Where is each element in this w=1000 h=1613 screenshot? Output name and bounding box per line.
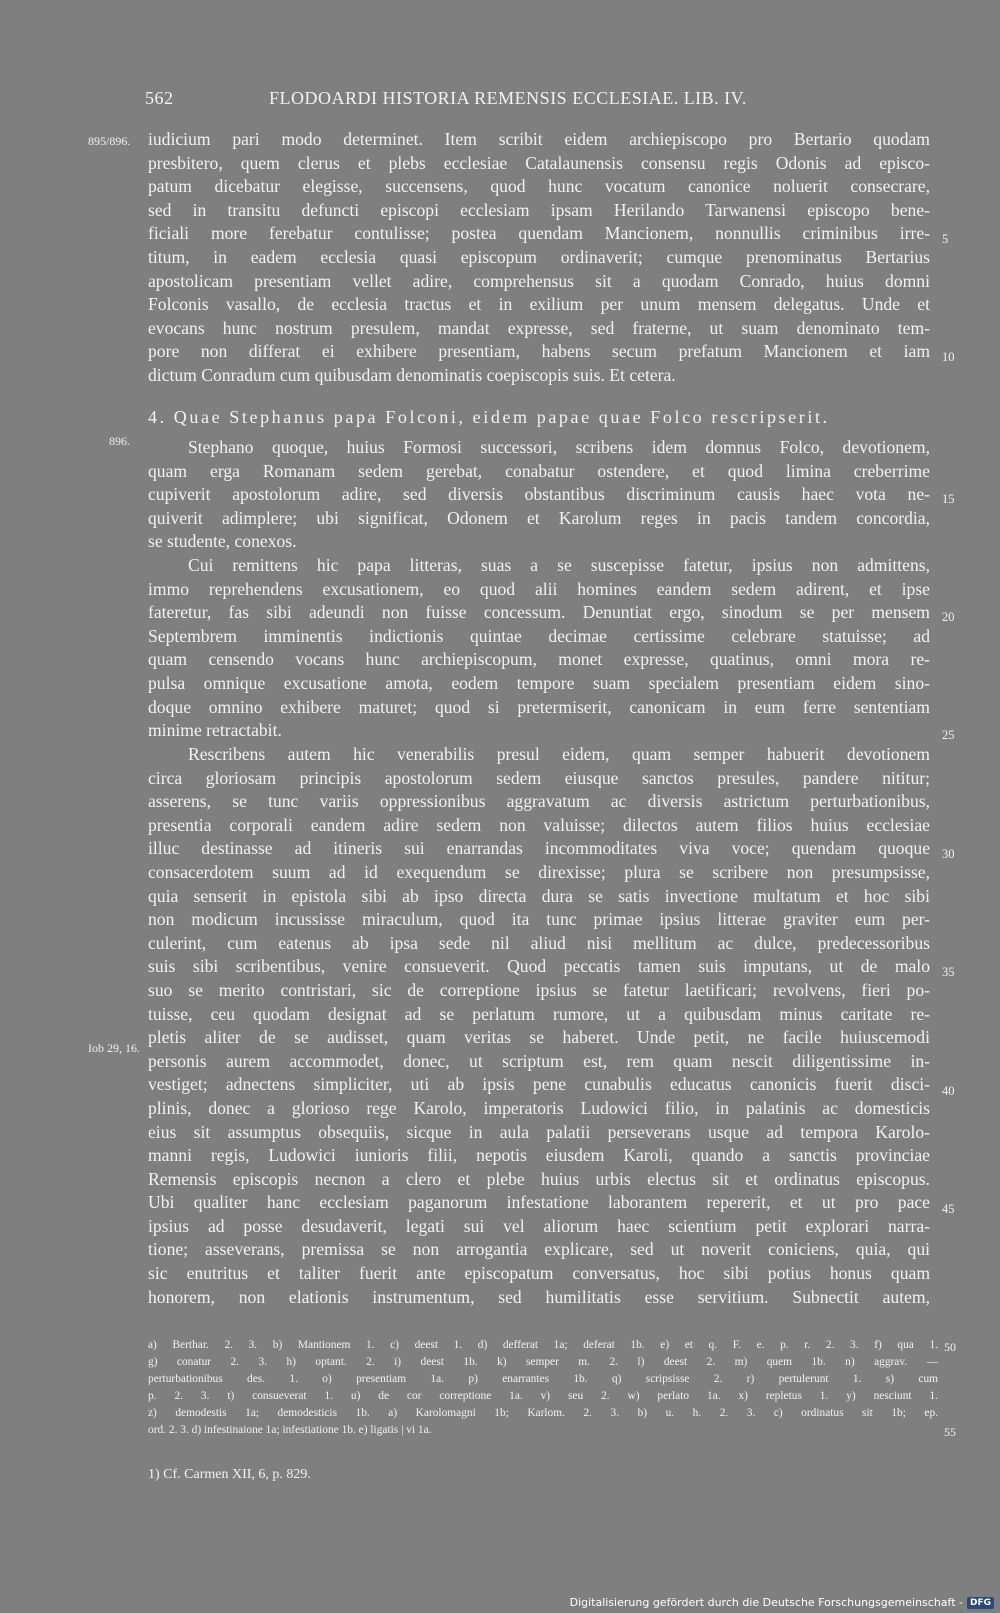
- footnote-line: perturbationibus des. 1. o) presentiam 1a. p) enarrantes 1b. q) scripsisse 2. r) pertulerunt 1. s) cum: [148, 1373, 938, 1385]
- text-line: eius sit assumptus obsequiis, sicque in aula palatii perseverans usque ad tempora Karolo-: [148, 1121, 930, 1142]
- paragraph-2: [148, 436, 930, 554]
- text-line: suo se merito contristari, sic de correptione ipsius se fatetur laetificari; revolvens, fieri po-: [148, 979, 930, 1000]
- text-line: suis sibi scribentibus, venire consueverit. Quod peccatis tamen suis imputans, ut de malo: [148, 956, 930, 977]
- text-line: Cui remittens hic papa litteras, suas a se suscepisse fatetur, ipsius non admittens,: [188, 555, 930, 575]
- text-line: pletis aliter de se audisset, quam veritas se haberet. Unde petit, ne facile huiuscemodi: [148, 1027, 930, 1048]
- text-line: minime retractabit.: [148, 720, 282, 741]
- text-line: iudicium pari modo determinet. Item scribit eidem archiepiscopo pro Bertario quodam: [148, 129, 930, 149]
- line-number: 5: [942, 232, 949, 246]
- line-number: 25: [942, 728, 955, 742]
- text-line: doque omnino exhibere maturet; quod si pretermiserit, canonicam in eum ferre sententiam: [148, 696, 930, 717]
- paragraph-3: [148, 554, 930, 743]
- footnote-line: ord. 2. 3. d) infestinaione 1a; infestiatione 1b. e) ligatis | vi 1a.: [148, 1424, 432, 1436]
- line-number: 10: [942, 350, 955, 364]
- text-line: fateretur, fas sibi adeundi non fuisse concessum. Denuntiat ergo, sinodum se per mensem: [148, 602, 930, 623]
- text-line: Remensis episcopis necnon a clero et plebe huius urbis electus sit et ordinatus episcopus.: [148, 1168, 930, 1189]
- text-line: Rescribens autem hic venerabilis presul eidem, quam semper habuerit devotionem: [188, 744, 930, 764]
- text-line: quam erga Romanam sedem gerebat, conabatur ostendere, et quod limina creberrime: [148, 460, 930, 481]
- margin-date: 895/896.: [88, 134, 131, 148]
- text-line: pore non differat ei exhibere presentiam, habens secum prefatum Mancionem et iam: [148, 341, 930, 362]
- text-line: consacerdotem suum ad id exequendum se direxisse; plura se scribere non presumpsisse,: [148, 861, 930, 882]
- margin-date: 896.: [109, 434, 130, 448]
- footer-text: Digitalisierung gefördert durch die Deutsche Forschungsgemeinschaft -: [569, 1596, 963, 1609]
- line-number: 15: [942, 492, 955, 506]
- line-number: 45: [942, 1202, 955, 1216]
- paragraph-1: [148, 128, 930, 388]
- text-line: illuc destinasse ad itineris sui enarrandas incommoditates viva voce; quendam quoque: [148, 838, 930, 859]
- text-line: pulsa omnique excusatione amota, eodem tempore suam specialem presentiam eidem sino-: [148, 672, 930, 693]
- text-line: sed in transitu defuncti episcopi ecclesiam ipsam Herilando Tarwanensi episcopo bene-: [148, 199, 930, 220]
- text-line: quam censendo vocans hunc archiepiscopum, monet expresse, quatinus, omni mora re-: [148, 649, 930, 670]
- paragraph-4: [148, 743, 930, 1309]
- text-line: ipsius ad posse desudaverit, legati sui vel aliorum haec scientium petit explorari narra-: [148, 1215, 930, 1236]
- line-number: 55: [944, 1425, 956, 1439]
- text-line: tuisse, ceu quodam designat ad se perlatum rumore, ut a quibusdam minus caritate re-: [148, 1003, 930, 1024]
- text-line: quiverit adimplere; ubi significat, Odonem et Karolum reges in pacis tandem concordia,: [148, 507, 930, 528]
- text-line: immo reprehendens excusationem, eo quod alii homines eandem sedem adirent, et ipse: [148, 578, 930, 599]
- text-line: manni regis, Ludowici iunioris filii, nepotis eiusdem Karoli, quando a sanctis provinciae: [148, 1145, 930, 1166]
- text-line: titum, in eadem ecclesia quasi episcopum ordinaverit; cumque prenominatus Bertarius: [148, 246, 930, 267]
- text-line: se studente, conexos.: [148, 531, 297, 552]
- text-line: cupiverit apostolorum adire, sed diversis obstantibus discriminum causis haec vota ne-: [148, 484, 930, 505]
- footnotes: [148, 1337, 938, 1439]
- text-line: Septembrem imminentis indictionis quintae decimae certissime celebrare statuisse; ad: [148, 625, 930, 646]
- line-number: 35: [942, 965, 955, 979]
- text-line: vestiget; adnectens simpliciter, uti ab ipsis pene cunabulis educatus canonicis fuerit disci-: [148, 1074, 930, 1095]
- footnote-line: g) conatur 2. 3. h) optant. 2. i) deest 1b. k) semper m. 2. l) deest 2. m) quem 1b. n) aggrav. —: [148, 1356, 938, 1368]
- footnote-line: z) demodestis 1a; demodesticis 1b. a) Karolomagni 1b; Karlom. 2. 3. b) u. h. 2. 3. c) ordinatus sit 1b; ep.: [148, 1407, 938, 1419]
- footnote-line: p. 2. 3. t) consueverat 1. u) de cor correptione 1a. v) seu 2. w) perlato 1a. x) repletus 1. y) nesciunt 1.: [148, 1390, 938, 1402]
- line-number: 30: [942, 847, 955, 861]
- text-line: sic enutritus et taliter fuerit ante episcopatum conversatus, hoc sibi potius honus quam: [148, 1263, 930, 1284]
- footnote-line: a) Berthar. 2. 3. b) Mantionem 1. c) deest 1. d) defferat 1a; deferat 1b. e) et q. F. e. p. r. 2. 3. f) qua 1.: [148, 1339, 938, 1351]
- line-number: 50: [944, 1340, 956, 1354]
- text-line: presentia corporali eandem adire sedem non valuisse; dilectos autem filios huius ecclesiae: [148, 814, 930, 835]
- page-number: 562: [145, 88, 174, 108]
- text-line: apostolicam presentiam vellet adire, comprehensus sit a quodam Conrado, huius domni: [148, 270, 930, 291]
- text-line: Folconis vasallo, de ecclesia tractus et in exilium per unum mensem delegatus. Unde et: [148, 294, 930, 315]
- text-line: patum dicebatur elegisse, succensens, quod hunc vocatum canonice noluerit consecrare,: [148, 176, 930, 197]
- page-header: [145, 88, 935, 114]
- text-line: quia senserit in epistola sibi ab ipso directa dura se satis invectione multatum et hoc sibi: [148, 885, 930, 906]
- dfg-logo-icon: DFG: [967, 1597, 994, 1609]
- text-line: plinis, donec a glorioso rege Karolo, imperatoris Ludowici filio, in palatinis ac domesticis: [148, 1097, 930, 1118]
- text-line: Stephano quoque, huius Formosi successori, scribens idem domnus Folco, devotionem,: [188, 437, 930, 457]
- line-number: 20: [942, 610, 955, 624]
- text-line: personis aurem accommodet, donec, ut scriptum est, rem quam nescit diligentissime in-: [148, 1050, 930, 1071]
- source-note: 1) Cf. Carmen XII, 6, p. 829.: [148, 1467, 311, 1482]
- text-line: culerint, cum eatenus ab ipsa sede nil aliud nisi mellitum ac dulce, predecessoribus: [148, 932, 930, 953]
- text-line: Ubi qualiter hanc ecclesiam paganorum infestatione laborantem repererit, et ut pro pace: [148, 1192, 930, 1213]
- text-line: honorem, non elationis instrumentum, sed humilitatis esse servitium. Subnectit autem,: [148, 1286, 930, 1307]
- text-line: dictum Conradum cum quibusdam denominatis coepiscopis suis. Et cetera.: [148, 364, 676, 385]
- text-line: tione; asseverans, premissa se non arrogantia explicare, sed ut noverit coniciens, quia, qui: [148, 1239, 930, 1260]
- text-line: ficiali more ferebatur contulisse; postea quendam Mancionem, nonnullis criminibus irre-: [148, 223, 930, 244]
- text-line: non modicum incussisse miraculum, quod ita tunc primae ipsius litterae graviter eum per-: [148, 909, 930, 930]
- text-line: asserens, se tunc variis oppressionibus aggravatum ac diversis astrictum perturbationibus,: [148, 791, 930, 812]
- running-title: FLODOARDI HISTORIA REMENSIS ECCLESIAE. LIB. IV.: [269, 88, 747, 108]
- text-line: evocans hunc nostrum presulem, mandat expresse, sed fraterne, ut suam denominato tem-: [148, 317, 930, 338]
- text-line: presbitero, quem clerus et plebs ecclesiae Catalaunensis consensu regis Odonis ad episco-: [148, 152, 930, 173]
- margin-reference: Iob 29, 16.: [88, 1041, 140, 1055]
- line-number: 40: [942, 1084, 955, 1098]
- digitization-footer: [570, 1596, 994, 1609]
- text-line: circa gloriosam principis apostolorum sedem eiusque sanctos presules, pandere nititur;: [148, 767, 930, 788]
- section-heading: 4. Quae Stephanus papa Folconi, eidem papae quae Folco rescripserit.: [148, 407, 830, 427]
